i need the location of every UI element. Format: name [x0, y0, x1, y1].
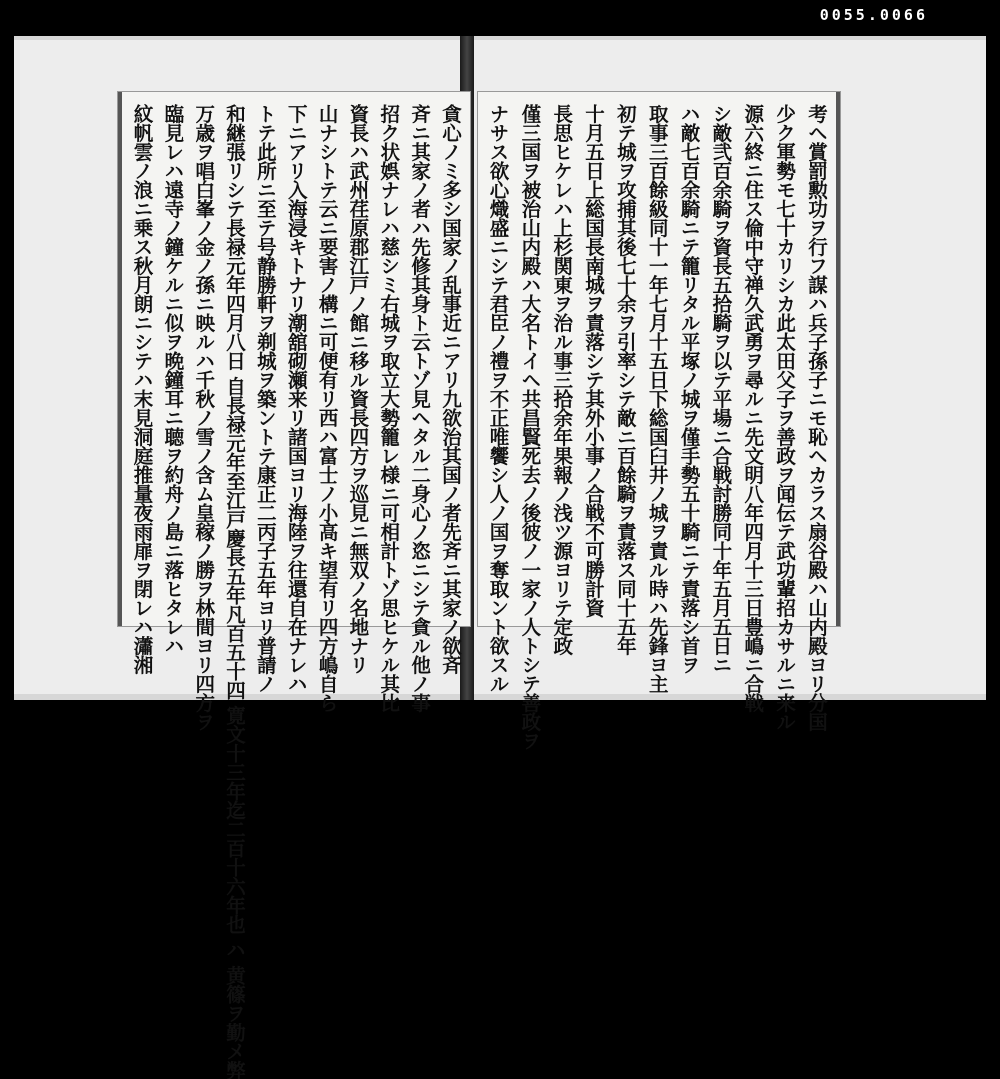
text-column: 下ニアリ入海浸キトナリ潮舘砌瀬来リ諸国ヨリ海陸ヲ往還自在ナレハ [284, 104, 308, 693]
text-column: 貪心ノミ多シ国家ノ乱事近ニアリ九欲治其国ノ者先斉ニ其家ノ欲斉 [438, 104, 462, 674]
text-column: 臨見レハ遠寺ノ鐘ケルニ似ヲ晩鐘耳ニ聴ヲ約舟ノ島ニ落ヒタレハ [161, 104, 185, 655]
left-page [118, 92, 470, 1079]
text-column: 万歳ヲ唱白峯ノ金ノ孫ニ映ルハ千秋ノ雪ノ含ム皇稼ノ勝ヲ林間ヨリ四方ヲ [192, 104, 216, 731]
text-column: トテ此所ニ至テ号静勝軒ヲ剃城ヲ築ントテ康正二丙子五年ヨリ普請ノ [253, 104, 277, 693]
text-column: 和継張リシテ長禄元年四月八日 自長禄元年至江戸慶長五年凡百五十四 寛文十三年迄二百十六年也 ハ 黄篠ヲ勤メ弊 [223, 104, 247, 1079]
text-column: 資長ハ武州荏原郡江戸ノ館ニ移ル資長四方ヲ巡見ニ無双ノ名地ナリ [346, 104, 370, 674]
text-column: ハ敵七百余騎ニテ籠リタル平塚ノ城ヲ僅手勢五十騎ニテ責落シ首ヲ [677, 104, 701, 674]
right-page-text [486, 104, 828, 750]
right-page [478, 92, 840, 750]
text-column: 十月五日上総国長南城ヲ責落シテ其外小事ノ合戦不可勝計資 [582, 104, 606, 617]
text-column: ナサス欲心熾盛ニシテ君臣ノ禮ヲ不正唯饗シ人ノ国ヲ奪取ント欲スル [486, 104, 510, 693]
text-column: 初テ城ヲ攻捕其後七十余ヲ引率シテ敵ニ百餘騎ヲ責落ス同十五年 [613, 104, 637, 655]
text-column: 紋帆雲ノ浪ニ乗ス秋月朗ニシテハ末見洞庭推量夜雨扉ヲ閉レハ瀟湘 [130, 104, 154, 674]
text-column: 源六終ニ住ス倫中守禅久武勇ヲ尋ルニ先文明八年四月十三日豊嶋ニ合戦 [741, 104, 765, 712]
text-column: 山ナシトテ云ニ要害ノ構ニ可便有リ西ハ富士ノ小高キ望有リ四方嶋自ら [315, 104, 339, 712]
text-column: シ敵弐百余騎ヲ資長五拾騎ヲ以テ平場ニ合戦討勝同十年五月五日ニ [709, 104, 733, 674]
text-column: 少ク軍勢モ七十カリシカ此太田父子ヲ善政ヲ闻伝テ武功輩招カサルニ来ル [773, 104, 797, 731]
text-column: 考ヘ賞罰勲功ヲ行フ謀ハ兵子孫子ニモ恥ヘカラス扇谷殿ハ山内殿ヨリ分国 [804, 104, 828, 731]
text-column: 斉ニ其家ノ者ハ先修其身ト云トゾ見ヘタル二身心ノ恣ニシテ貪ル他ノ事 [408, 104, 432, 712]
film-frame-number: 0055.0066 [819, 6, 928, 24]
text-column: 長思ヒケレハ上杉関東ヲ治ル事三拾余年果報ノ浅ツ源ヨリテ定政 [550, 104, 574, 655]
text-column: 僅三国ヲ被治山内殿ハ大名トイヘ共昌賢死去ノ後彼ノ一家ノ人トシテ善政ヲ [518, 104, 542, 750]
text-column: 取事三百餘級同十一年七月十五日下総国臼井ノ城ヲ責ル時ハ先鋒ヨ主 [645, 104, 669, 693]
text-column: 招ク状娯ナレハ慈シミ右城ヲ取立大勢籠レ様ニ可相計トゾ思ヒケル其比 [377, 104, 401, 712]
left-page-text [130, 104, 462, 1079]
